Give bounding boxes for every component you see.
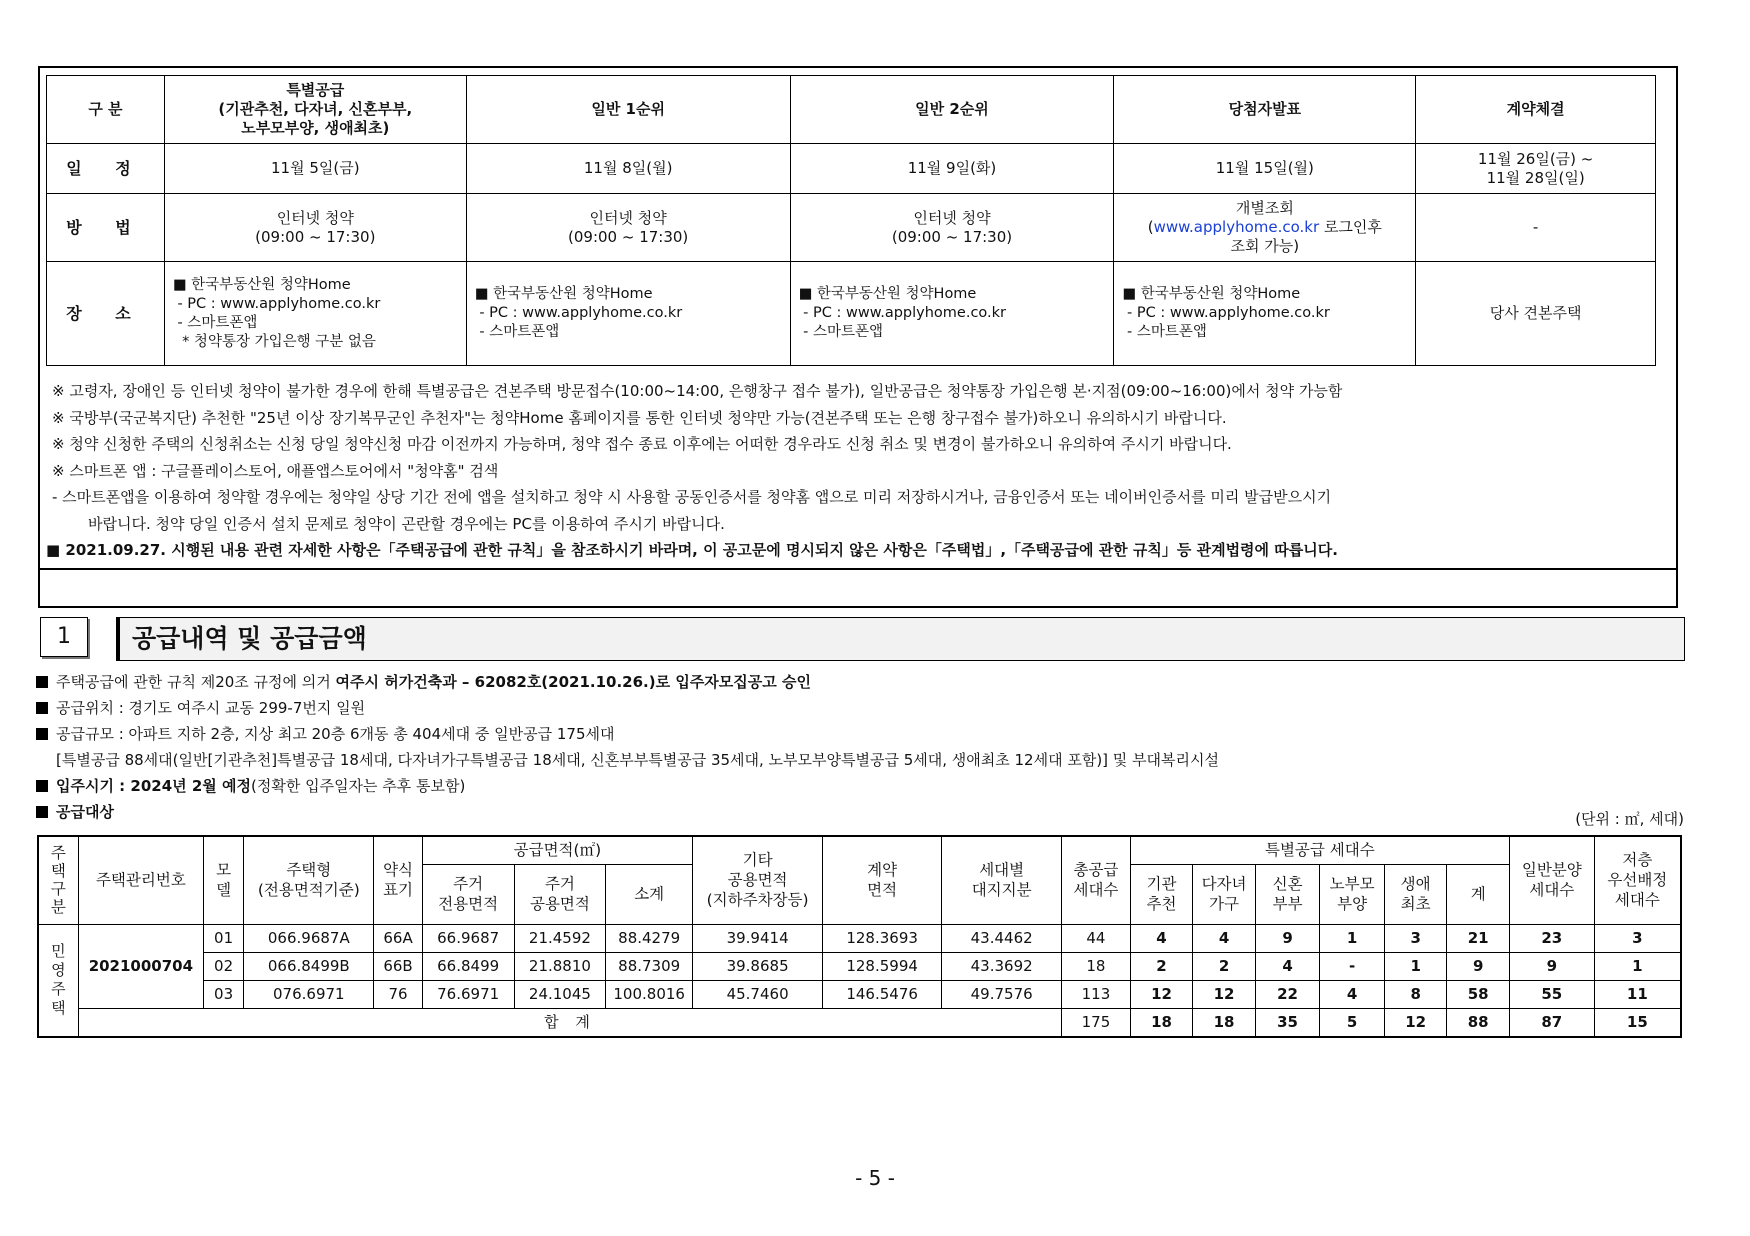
note-line: ※ 국방부(국군복지단) 추천한 "25년 이상 장기복무군인 추천자"는 청약Home 홈페이지를 통한 인터넷 청약만 가능(견본주택 또는 은행 창구접수 불가)하오니 유의하시기 바랍니다. xyxy=(52,408,1227,427)
table-cell: 43.4462 xyxy=(942,924,1062,952)
bullet-target: 공급대상 xyxy=(36,801,114,822)
table-row xyxy=(38,924,1681,952)
table-row xyxy=(38,952,1681,980)
total-cell: 12 xyxy=(1384,1008,1447,1037)
total-cell: 175 xyxy=(1062,1008,1131,1037)
table-cell: 12 xyxy=(1193,980,1256,1008)
land-share-header: 세대별 대지지분 xyxy=(942,836,1062,924)
note-line-bold: ■ 2021.09.27. 시행된 내용 관련 자세한 사항은「주택공급에 관한 규칙」을 참조하시기 바라며, 이 공고문에 명시되지 않은 사항은「주택법」,「주택공급에 관한 규칙」등 관계법령에 따릅니다. xyxy=(46,541,1338,559)
schedule-header: 특별공급 (기관추천, 다자녀, 신혼부부, 노부모부양, 생애최초) xyxy=(164,76,466,144)
table-cell: 066.9687A xyxy=(244,924,374,952)
bullet-approval: 주택공급에 관한 규칙 제20조 규정에 의거 여주시 허가건축과 – 62082호(2021.10.26.)로 입주자모집공고 승인 xyxy=(36,671,811,692)
sp-multi-header: 다자녀 가구 xyxy=(1193,864,1256,924)
table-cell: 076.6971 xyxy=(244,980,374,1008)
table-cell: 4 xyxy=(1320,980,1385,1008)
schedule-cell: 인터넷 청약 (09:00 ~ 17:30) xyxy=(164,194,466,262)
row-label: 방 법 xyxy=(47,194,165,262)
schedule-cell: 11월 26일(금) ~ 11월 28일(일) xyxy=(1416,144,1656,194)
table-cell: 8 xyxy=(1384,980,1447,1008)
schedule-cell: 11월 9일(화) xyxy=(790,144,1114,194)
total-cell: 18 xyxy=(1130,1008,1193,1037)
frame-divider xyxy=(40,568,1676,570)
bullet-move-in: 입주시기 : 2024년 2월 예정(정확한 입주일자는 추후 통보함) xyxy=(36,775,465,796)
table-cell: 4 xyxy=(1193,924,1256,952)
section-number: 1 xyxy=(40,617,88,657)
table-cell: 1 xyxy=(1384,952,1447,980)
abbr-header: 약식 표기 xyxy=(374,836,422,924)
table-cell: 9 xyxy=(1509,952,1594,980)
note-line: - 스마트폰앱을 이용하여 청약할 경우에는 청약일 상당 기간 전에 앱을 설치하고 청약 시 사용할 공동인증서를 청약홈 앱으로 미리 저장하시거나, 금융인증서 또는 네이버인증서를 미리 발급받으시기 xyxy=(52,488,1332,506)
supply-header-row xyxy=(38,836,1681,864)
housing-type-header: 주택형 (전용면적기준) xyxy=(244,836,374,924)
square-bullet-icon xyxy=(36,702,48,714)
total-row xyxy=(38,1008,1681,1037)
table-cell: 3 xyxy=(1384,924,1447,952)
schedule-cell: 인터넷 청약 (09:00 ~ 17:30) xyxy=(466,194,790,262)
supply-area-header: 공급면적(㎡) xyxy=(422,836,692,864)
square-bullet-icon xyxy=(36,676,48,688)
category-cell: 민 영 주 택 xyxy=(38,924,78,1037)
special-header: 특별공급 세대수 xyxy=(1130,836,1509,864)
schedule-header-row xyxy=(47,76,1656,144)
square-bullet-icon xyxy=(36,728,48,740)
announce-method: 개별조회 xyxy=(1235,199,1294,217)
table-cell: 24.1045 xyxy=(514,980,606,1008)
table-row xyxy=(38,980,1681,1008)
contract-area-header: 계약 면적 xyxy=(823,836,942,924)
schedule-row-place xyxy=(47,262,1656,366)
announce-tail: 로그인후 xyxy=(1319,218,1382,236)
table-cell: 066.8499B xyxy=(244,952,374,980)
table-cell: 88.4279 xyxy=(606,924,693,952)
schedule-cell: 11월 8일(월) xyxy=(466,144,790,194)
schedule-header: 당첨자발표 xyxy=(1114,76,1416,144)
table-cell: 49.7576 xyxy=(942,980,1062,1008)
table-cell: 66.8499 xyxy=(422,952,514,980)
schedule-cell: 11월 5일(금) xyxy=(164,144,466,194)
general-header: 일반분양 세대수 xyxy=(1509,836,1594,924)
table-cell: 55 xyxy=(1509,980,1594,1008)
res-common-header: 주거 공용면적 xyxy=(514,864,606,924)
schedule-cell: 인터넷 청약 (09:00 ~ 17:30) xyxy=(790,194,1114,262)
note-line: ※ 스마트폰 앱 : 구글플레이스토어, 애플앱스토어에서 "청약홈" 검색 xyxy=(52,461,499,480)
announce-end: 조회 가능) xyxy=(1230,237,1300,255)
schedule-header: 구 분 xyxy=(47,76,165,144)
schedule-cell: 당사 견본주택 xyxy=(1416,262,1656,366)
table-cell: - xyxy=(1320,952,1385,980)
table-cell: 12 xyxy=(1130,980,1193,1008)
total-units-header: 총공급 세대수 xyxy=(1062,836,1131,924)
total-cell: 87 xyxy=(1509,1008,1594,1037)
schedule-cell xyxy=(1114,194,1416,262)
table-cell: 66B xyxy=(374,952,422,980)
row-label: 장 소 xyxy=(47,262,165,366)
scale-detail: [특별공급 88세대(일반[기관추천]특별공급 18세대, 다자녀가구특별공급 18세대, 신혼부부특별공급 35세대, 노부모부양특별공급 5세대, 생애최초 12세대 포함)] 및 부대복리시설 xyxy=(56,751,1220,769)
sp-newly-header: 신혼 부부 xyxy=(1255,864,1320,924)
section-title: 공급내역 및 공급금액 xyxy=(116,617,1685,661)
schedule-cell: ■ 한국부동산원 청약Home - PC : www.applyhome.co.kr - 스마트폰앱 xyxy=(466,262,790,366)
table-cell: 1 xyxy=(1594,952,1681,980)
bullet-location: 공급위치 : 경기도 여주시 교동 299-7번지 일원 xyxy=(36,697,365,718)
unit-label: (단위 : ㎡, 세대) xyxy=(1575,810,1684,828)
table-cell: 9 xyxy=(1255,924,1320,952)
applyhome-link[interactable]: www.applyhome.co.kr xyxy=(1153,218,1320,236)
total-cell: 15 xyxy=(1594,1008,1681,1037)
table-cell: 2 xyxy=(1130,952,1193,980)
table-cell: 113 xyxy=(1062,980,1131,1008)
sp-sum-header: 계 xyxy=(1447,864,1510,924)
table-cell: 43.3692 xyxy=(942,952,1062,980)
table-cell: 9 xyxy=(1447,952,1510,980)
square-bullet-icon xyxy=(36,806,48,818)
row-label: 일 정 xyxy=(47,144,165,194)
table-cell: 76 xyxy=(374,980,422,1008)
table-cell: 18 xyxy=(1062,952,1131,980)
schedule-table xyxy=(46,75,1656,366)
total-cell: 35 xyxy=(1255,1008,1320,1037)
table-cell: 66A xyxy=(374,924,422,952)
subtotal-header: 소계 xyxy=(606,864,693,924)
schedule-row-method xyxy=(47,194,1656,262)
housing-div-header: 주 택 구 분 xyxy=(38,836,78,924)
table-cell: 100.8016 xyxy=(606,980,693,1008)
bullet-scale: 공급규모 : 아파트 지하 2층, 지상 최고 20층 6개동 총 404세대 중 일반공급 175세대 xyxy=(36,723,614,744)
other-common-header: 기타 공용면적 (지하주차장등) xyxy=(693,836,823,924)
table-cell: 21.4592 xyxy=(514,924,606,952)
notes-block xyxy=(46,378,1652,564)
model-header: 모 델 xyxy=(203,836,243,924)
schedule-cell: - xyxy=(1416,194,1656,262)
table-cell: 58 xyxy=(1447,980,1510,1008)
note-line: ※ 청약 신청한 주택의 신청취소는 신청 당일 청약신청 마감 이전까지 가능하며, 청약 접수 종료 이후에는 어떠한 경우라도 신청 취소 및 변경이 불가하오니 유의하여 주시기 바랍니다. xyxy=(52,435,1232,453)
res-excl-header: 주거 전용면적 xyxy=(422,864,514,924)
schedule-cell: 11월 15일(월) xyxy=(1114,144,1416,194)
schedule-row-dates xyxy=(47,144,1656,194)
table-cell: 01 xyxy=(203,924,243,952)
table-cell: 45.7460 xyxy=(693,980,823,1008)
table-cell: 44 xyxy=(1062,924,1131,952)
mgmt-no-header: 주택관리번호 xyxy=(78,836,203,924)
table-cell: 03 xyxy=(203,980,243,1008)
sp-parent-header: 노부모 부양 xyxy=(1320,864,1385,924)
total-cell: 88 xyxy=(1447,1008,1510,1037)
mgmt-number-cell: 2021000704 xyxy=(78,924,203,1008)
table-cell: 21 xyxy=(1447,924,1510,952)
sp-first-header: 생애 최초 xyxy=(1384,864,1447,924)
table-cell: 21.8810 xyxy=(514,952,606,980)
announce-link-line: (www.applyhome.co.kr 로그인후 xyxy=(1147,218,1382,236)
schedule-cell: ■ 한국부동산원 청약Home - PC : www.applyhome.co.kr - 스마트폰앱 xyxy=(1114,262,1416,366)
table-cell: 1 xyxy=(1320,924,1385,952)
total-cell: 18 xyxy=(1193,1008,1256,1037)
note-line: ※ 고령자, 장애인 등 인터넷 청약이 불가한 경우에 한해 특별공급은 견본주택 방문접수(10:00~14:00, 은행창구 접수 불가), 일반공급은 청약통장 가입은행 본·지점(09:00~16:00)에서 청약 가능함 xyxy=(52,382,1343,400)
table-cell: 23 xyxy=(1509,924,1594,952)
table-cell: 4 xyxy=(1255,952,1320,980)
table-cell: 146.5476 xyxy=(823,980,942,1008)
schedule-cell: ■ 한국부동산원 청약Home - PC : www.applyhome.co.kr - 스마트폰앱 * 청약통장 가입은행 구분 없음 xyxy=(164,262,466,366)
table-cell: 66.9687 xyxy=(422,924,514,952)
square-bullet-icon xyxy=(36,780,48,792)
table-cell: 128.5994 xyxy=(823,952,942,980)
table-cell: 11 xyxy=(1594,980,1681,1008)
schedule-header: 계약체결 xyxy=(1416,76,1656,144)
total-label: 합 계 xyxy=(78,1008,1061,1037)
table-cell: 39.9414 xyxy=(693,924,823,952)
page-number: - 5 - xyxy=(855,1166,895,1190)
supply-table xyxy=(37,835,1682,1038)
table-cell: 22 xyxy=(1255,980,1320,1008)
table-cell: 4 xyxy=(1130,924,1193,952)
table-cell: 76.6971 xyxy=(422,980,514,1008)
table-cell: 128.3693 xyxy=(823,924,942,952)
total-cell: 5 xyxy=(1320,1008,1385,1037)
sp-inst-header: 기관 추천 xyxy=(1130,864,1193,924)
low-floor-header: 저층 우선배정 세대수 xyxy=(1594,836,1681,924)
table-cell: 2 xyxy=(1193,952,1256,980)
table-cell: 39.8685 xyxy=(693,952,823,980)
schedule-header: 일반 1순위 xyxy=(466,76,790,144)
table-cell: 02 xyxy=(203,952,243,980)
schedule-header: 일반 2순위 xyxy=(790,76,1114,144)
table-cell: 88.7309 xyxy=(606,952,693,980)
table-cell: 3 xyxy=(1594,924,1681,952)
schedule-cell: ■ 한국부동산원 청약Home - PC : www.applyhome.co.kr - 스마트폰앱 xyxy=(790,262,1114,366)
note-line: 바랍니다. 청약 당일 인증서 설치 문제로 청약이 곤란할 경우에는 PC를 이용하여 주시기 바랍니다. xyxy=(88,514,725,533)
